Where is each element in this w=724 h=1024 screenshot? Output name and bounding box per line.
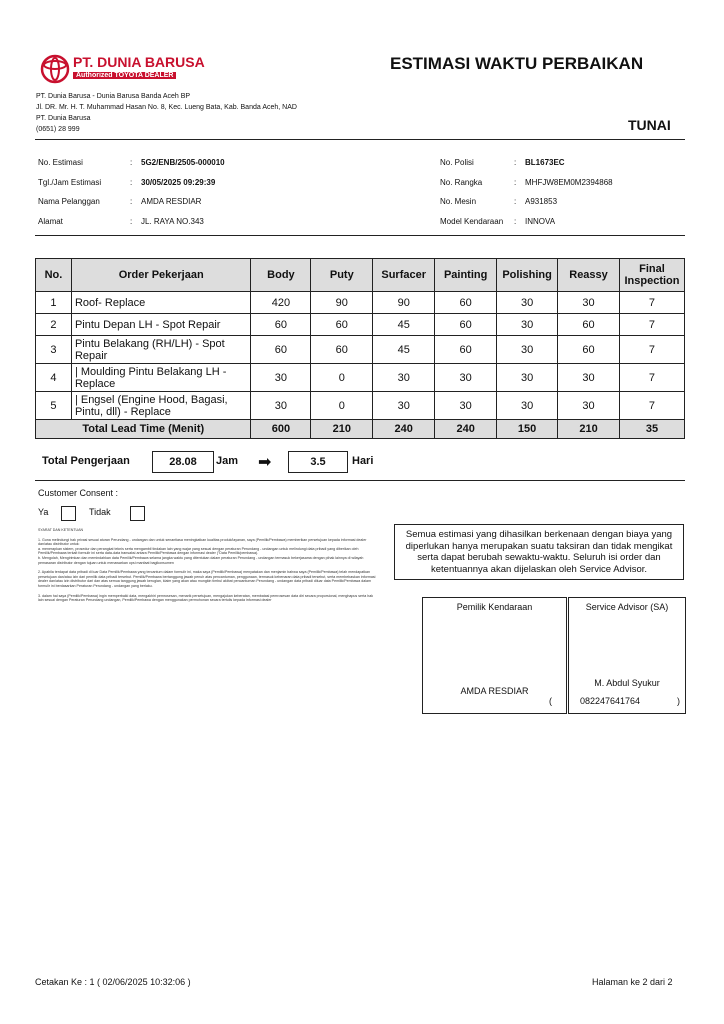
table-cell: 7: [619, 314, 684, 336]
info-label: Tgl./Jam Estimasi: [38, 178, 102, 187]
document-title: ESTIMASI WAKTU PERBAIKAN: [390, 54, 644, 73]
column-header: Puty: [311, 259, 373, 292]
total-cell: 150: [497, 420, 558, 439]
column-header: Order Pekerjaan: [71, 259, 251, 292]
info-colon: :: [130, 197, 133, 206]
column-header: Final Inspection: [619, 259, 684, 292]
table-row: [36, 336, 685, 364]
info-label: No. Mesin: [440, 197, 477, 206]
table-cell: Roof- Replace: [71, 292, 251, 314]
payment-type: TUNAI: [628, 117, 671, 133]
column-header: Polishing: [497, 259, 558, 292]
table-cell: 60: [435, 314, 497, 336]
terms-paragraph: a. menerapkan sistem, prosedur dan perangkat teknis serta mengambil tindakan lain yang wajar yang sesuai dengan peraturan Perundang - undangan untuk melindungi data pribadi yang diberikan oleh Pemilik/Pembawa terkait formulir ini serta data-data transaksi antara Pemilik/Pembawa dengan informasi dealer ("Data Pemilik/pembawa).: [38, 546, 359, 556]
chassis-number: MHFJW8EM0M2394868: [525, 178, 613, 187]
table-cell: 0: [311, 364, 373, 392]
info-colon: :: [130, 178, 133, 187]
terms-title: SYARAT DAN KETENTUAN: [38, 528, 84, 532]
info-colon: :: [514, 197, 517, 206]
table-cell: 60: [558, 336, 620, 364]
terms-paragraph: 2. Apabila terdapat data pribadi di luar Data Pemilik/Pembawa yang tercantum dalam formulir ini, maka saya (Pemilik/Pembawa) menyatakan dan menjamin bahwa saya (Pemilik/Pembawa) telah mendapatkan persetujuan dan/atau izin dari pemilik data pribadi tersebut. Pemilik/Pembawa bertanggung jawab penuh atas pencantuman, penggunaan, termasuk kebenaran data pribadi tersebut, serta membebaskan informasi dealer dan/atau izin distributor dari dan atas semua tanggung jawab kerugian, klaim yang akan atau mungkin timbul akibat pencantuman Perundang - undangan data pribadi diluar data Pemilik/Pembawa dalam formulir ini berdasarkan Peraturan Perundang - undangan yang berlaku.: [38, 570, 376, 588]
company-name: PT. DUNIA BARUSA: [73, 54, 205, 70]
table-cell: 30: [497, 364, 558, 392]
work-order-table: [35, 258, 685, 439]
page-info: Halaman ke 2 dari 2: [592, 977, 673, 987]
table-row: [36, 392, 685, 420]
table-cell: 0: [311, 392, 373, 420]
table-cell: 60: [435, 292, 497, 314]
consent-yes-label: Ya: [38, 507, 49, 517]
total-cell: 600: [251, 420, 311, 439]
total-cell: 35: [619, 420, 684, 439]
table-cell: 5: [36, 392, 72, 420]
owner-signature-box: [422, 597, 567, 714]
info-colon: :: [130, 217, 133, 226]
column-header: Surfacer: [373, 259, 435, 292]
arrow-right-icon: ➡: [258, 454, 272, 471]
info-label: No. Polisi: [440, 158, 474, 167]
table-cell: 30: [497, 314, 558, 336]
table-cell: 4: [36, 364, 72, 392]
customer-address: JL. RAYA NO.343: [141, 217, 204, 226]
column-header: Body: [251, 259, 311, 292]
info-label: No. Rangka: [440, 178, 483, 187]
company-logo: [40, 54, 205, 84]
total-row: [36, 420, 685, 439]
company-tagline: Authorized TOYOTA DEALER: [73, 72, 176, 79]
table-cell: 30: [435, 392, 497, 420]
total-days-value: 3.5: [288, 451, 348, 473]
info-colon: :: [514, 178, 517, 187]
estimate-number: 5G2/ENB/2505-000010: [141, 158, 225, 167]
table-cell: 7: [619, 392, 684, 420]
table-cell: Pintu Depan LH - Spot Repair: [71, 314, 251, 336]
table-cell: 60: [558, 314, 620, 336]
table-cell: | Moulding Pintu Belakang LH - Replace: [71, 364, 251, 392]
owner-name: AMDA RESDIAR: [460, 686, 529, 696]
total-cell: 210: [558, 420, 620, 439]
toyota-logo-icon: [40, 54, 70, 84]
column-header: Reassy: [558, 259, 620, 292]
table-cell: 30: [373, 392, 435, 420]
table-row: [36, 314, 685, 336]
table-cell: 30: [558, 392, 620, 420]
info-colon: :: [514, 217, 517, 226]
info-label: No. Estimasi: [38, 158, 83, 167]
table-header-row: [36, 259, 685, 292]
estimate-disclaimer: Semua estimasi yang dihasilkan berkenaan dengan biaya yang diperlukan hanya merupakan suatu taksiran dan tidak mengikat serta dapat berubah sewaktu-waktu. Seluruh isi order dan ketentuannya akan dijelaskan oleh Service Advisor.: [394, 524, 684, 580]
days-unit-label: Hari: [352, 455, 374, 467]
table-cell: 30: [373, 364, 435, 392]
address-line: PT. Dunia Barusa - Dunia Barusa Banda Aceh BP: [36, 93, 191, 100]
hours-unit-label: Jam: [216, 455, 239, 467]
table-cell: 90: [373, 292, 435, 314]
total-hours-value: 28.08: [152, 451, 214, 473]
table-cell: Pintu Belakang (RH/LH) - Spot Repair: [71, 336, 251, 364]
total-cell: 240: [435, 420, 497, 439]
table-cell: 420: [251, 292, 311, 314]
address-line: PT. Dunia Barusa: [36, 115, 91, 122]
total-work-label: Total Pengerjaan: [42, 455, 130, 467]
advisor-name: M. Abdul Syukur: [594, 678, 660, 688]
table-cell: 7: [619, 336, 684, 364]
table-cell: | Engsel (Engine Hood, Bagasi, Pintu, dll) - Replace: [71, 392, 251, 420]
info-label: Nama Pelanggan: [38, 197, 100, 206]
consent-no-checkbox[interactable]: [130, 506, 145, 521]
address-line: Jl. DR. Mr. H. T. Muhammad Hasan No. 8, Kec. Lueng Bata, Kab. Banda Aceh, NAD: [36, 104, 297, 111]
vehicle-model: INNOVA: [525, 217, 556, 226]
table-row: [36, 364, 685, 392]
consent-no-label: Tidak: [89, 507, 111, 517]
table-cell: 30: [435, 364, 497, 392]
advisor-signature-label: Service Advisor (SA): [585, 602, 669, 612]
table-cell: 1: [36, 292, 72, 314]
phone-open-paren: (: [549, 696, 552, 706]
terms-paragraph: 3. dalam hal saya (Pemilik/Pembawa) ingin memperbaiki data, mengakhiri pemrosesan, menarik persetujuan, mengajukan keberatan, membatasi pemrosesan data diri secara proporsional, menghapus serta hak lain sesuai dengan Peraturan Perundang undangan, Pemilik/Pembawa dengan menggunakan permohonan secara tertulis kepada informasi dealer: [38, 593, 373, 603]
table-cell: 30: [558, 364, 620, 392]
phone-close-paren: ): [677, 696, 680, 706]
table-cell: 30: [497, 336, 558, 364]
table-cell: 2: [36, 314, 72, 336]
customer-name: AMDA RESDIAR: [141, 197, 202, 206]
table-cell: 60: [311, 336, 373, 364]
table-cell: 30: [497, 292, 558, 314]
total-cell: 240: [373, 420, 435, 439]
advisor-signature-box: [549, 597, 686, 714]
consent-title: Customer Consent :: [38, 488, 119, 498]
info-colon: :: [130, 158, 133, 167]
terms-block: [38, 528, 378, 603]
table-cell: 7: [619, 364, 684, 392]
table-cell: 30: [558, 292, 620, 314]
table-cell: 3: [36, 336, 72, 364]
address-line: (0651) 28 999: [36, 126, 80, 133]
table-cell: 7: [619, 292, 684, 314]
table-cell: 60: [435, 336, 497, 364]
license-plate: BL1673EC: [525, 158, 565, 167]
estimate-datetime: 30/05/2025 09:29:39: [141, 178, 216, 187]
table-cell: 60: [251, 336, 311, 364]
info-label: Model Kendaraan: [440, 217, 504, 226]
divider: [35, 480, 685, 481]
company-address: [36, 91, 297, 135]
table-cell: 30: [251, 364, 311, 392]
divider: [35, 139, 685, 140]
info-colon: :: [514, 158, 517, 167]
table-cell: 45: [373, 314, 435, 336]
table-cell: 30: [497, 392, 558, 420]
column-header: Painting: [435, 259, 497, 292]
terms-paragraph: b. Mengolah, Mengirimkan dan memindahkan data Pemilik/Pembawa selama jangka waktu yang ditentukan dalam peraturan Perundang - undangan termasuk bekerjasama dengan pihak lainnya di wilayah pemasaran distributor dengan tujuan untuk menawarkan opsi manfaat bagikonsumen: [38, 555, 364, 565]
consent-yes-checkbox[interactable]: [61, 506, 76, 521]
table-cell: 30: [251, 392, 311, 420]
table-cell: 60: [251, 314, 311, 336]
table-cell: 45: [373, 336, 435, 364]
print-info: Cetakan Ke : 1 ( 02/06/2025 10:32:06 ): [35, 977, 191, 987]
table-cell: 90: [311, 292, 373, 314]
owner-signature-label: Pemilik Kendaraan: [456, 602, 533, 612]
terms-paragraph: 1. Guna melindungi hak privasi sesuai aturan Perundang - undangan dan untuk senantiasa meningkatkan kualitas produk/layanan, saya (Pemilik/Pembawa) memberikan persetujuan kepada informasi dealer dan/atau distributor untuk:: [38, 537, 367, 547]
divider: [35, 235, 685, 236]
column-header: No.: [36, 259, 72, 292]
engine-number: A931853: [525, 197, 558, 206]
table-cell: 60: [311, 314, 373, 336]
table-row: [36, 292, 685, 314]
advisor-phone: 082247641764: [580, 696, 641, 706]
total-label: Total Lead Time (Menit): [36, 420, 251, 439]
info-label: Alamat: [38, 217, 63, 226]
total-cell: 210: [311, 420, 373, 439]
